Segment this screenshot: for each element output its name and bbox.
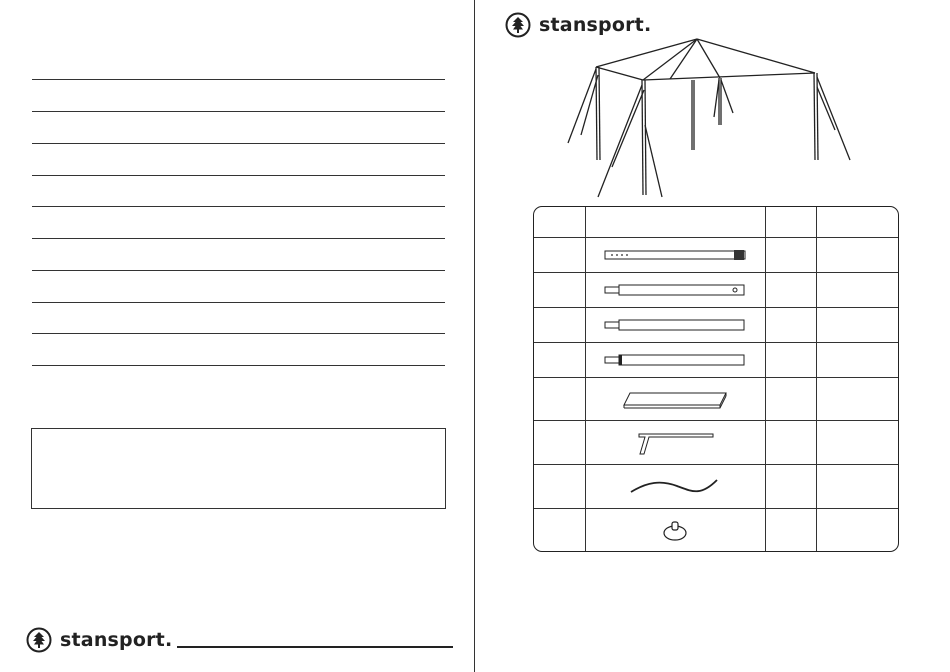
header-cell-no bbox=[534, 207, 586, 238]
plain-pole-icon bbox=[604, 318, 746, 332]
table-row bbox=[534, 343, 898, 378]
brand-logo bbox=[26, 627, 172, 653]
header-cell-qty bbox=[766, 207, 818, 238]
cap-icon bbox=[660, 518, 690, 542]
ruled-line bbox=[32, 206, 445, 207]
ruled-line bbox=[32, 238, 445, 239]
canopy-frame-icon bbox=[560, 35, 860, 205]
table-row bbox=[534, 509, 898, 551]
pole-with-button-icon bbox=[604, 283, 746, 297]
table-header-row bbox=[534, 207, 898, 238]
ruled-line bbox=[32, 270, 445, 271]
hex-key-icon bbox=[635, 430, 715, 456]
ruled-line bbox=[32, 175, 445, 176]
ruled-line bbox=[32, 365, 445, 366]
table-row bbox=[534, 378, 898, 421]
table-row bbox=[534, 238, 898, 273]
tree-badge-icon bbox=[505, 12, 531, 38]
bag-icon bbox=[623, 387, 727, 411]
pole-with-band-icon bbox=[604, 353, 746, 367]
ruled-line bbox=[32, 79, 445, 80]
header-cell-part bbox=[586, 207, 766, 238]
header-cell-desc bbox=[817, 207, 898, 238]
brand-wordmark: stansport. bbox=[539, 14, 652, 36]
parts-table bbox=[533, 206, 899, 552]
pole-with-holes-icon bbox=[604, 248, 746, 262]
tree-badge-icon bbox=[26, 627, 52, 653]
ruled-line bbox=[32, 111, 445, 112]
table-row bbox=[534, 308, 898, 343]
rope-icon bbox=[629, 476, 721, 498]
table-row bbox=[534, 273, 898, 308]
footer-rule bbox=[177, 646, 453, 648]
table-row bbox=[534, 465, 898, 509]
brand-wordmark: stansport. bbox=[60, 629, 173, 651]
ruled-line bbox=[32, 302, 445, 303]
ruled-line bbox=[32, 333, 445, 334]
table-row bbox=[534, 421, 898, 465]
right-page bbox=[475, 0, 950, 672]
left-page bbox=[0, 0, 474, 672]
ruled-line bbox=[32, 143, 445, 144]
note-box bbox=[31, 428, 446, 509]
